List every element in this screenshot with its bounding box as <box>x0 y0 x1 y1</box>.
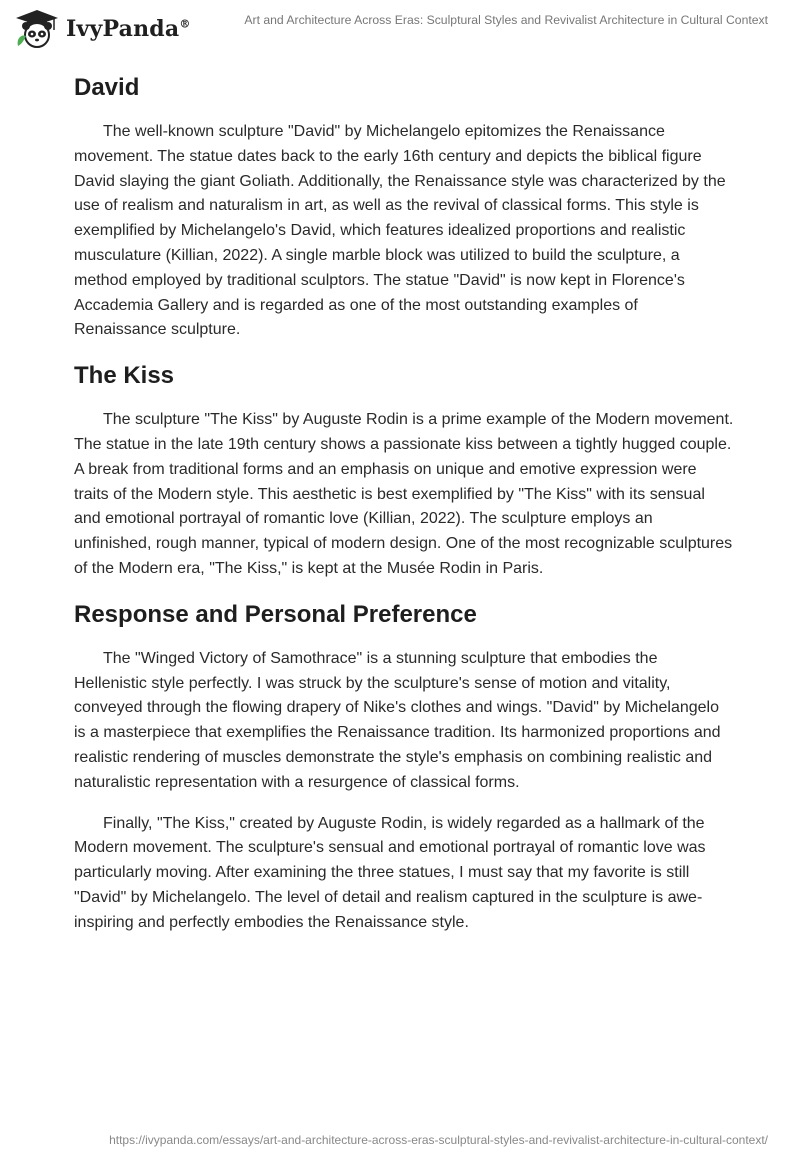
essay-content <box>74 70 734 936</box>
section-heading: David <box>74 74 140 101</box>
section-the-kiss <box>74 358 734 582</box>
brand-name: IvyPanda® <box>66 16 191 42</box>
section-heading: Response and Personal Preference <box>74 600 477 628</box>
section-heading: The Kiss <box>74 362 175 390</box>
section-response <box>74 597 734 936</box>
paragraph: The well-known sculpture "David" by Michelangelo epitomizes the Renaissance movement. The statue dates back to the early 16th century and depicts the biblical figure David slaying the giant Goliath. Additionally, the Renaissance style was characterized by the use of realism and naturalism in art, as well as the revival of classical forms. This style is exemplified by Michelangelo's David, which features idealized proportions and realistic musculature (Killian, 2022). A single marble block was utilized to build the sculpture, a method employed by traditional sculptors. The statue "David" is now kept in Florence's Accademia Gallery and is regarded as one of the most outstanding examples of Renaissance sculpture. <box>74 123 726 339</box>
document-title: Art and Architecture Across Eras: Sculptural Styles and Revivalist Architecture in Cultural Context <box>244 13 768 27</box>
section-david <box>74 70 734 343</box>
paragraph: Finally, "The Kiss," created by Auguste Rodin, is widely regarded as a hallmark of the Modern movement. The sculpture's sensual and emotional portrayal of romantic love was particularly moving. After examining the three statues, I must say that my favorite is still "David" by Michelangelo. The level of detail and realism captured in the sculpture is awe-inspiring and perfectly embodies the Renaissance style. <box>74 814 706 931</box>
paragraph: The "Winged Victory of Samothrace" is a stunning sculpture that embodies the Hellenistic style perfectly. I was struck by the sculpture's sense of motion and vitality, conveyed through the flowing drapery of Nike's clothes and wings. "David" by Michelangelo is a masterpiece that exemplifies the Renaissance tradition. Its harmonized proportions and realistic rendering of muscles demonstrate the style's emphasis on combining realistic and naturalistic representation with a resurgence of classical forms. <box>74 649 721 791</box>
ivypanda-logo[interactable] <box>14 8 191 50</box>
panda-graduate-icon <box>14 8 60 50</box>
source-url[interactable]: https://ivypanda.com/essays/art-and-architecture-across-eras-sculptural-styles-and-revivalist-architecture-in-cultural-context/ <box>109 1133 768 1147</box>
paragraph: The sculpture "The Kiss" by Auguste Rodin is a prime example of the Modern movement. The statue in the late 19th century shows a passionate kiss between a tightly hugged couple. A break from traditional forms and an emphasis on unique and emotive expression were traits of the Modern style. This aesthetic is best exemplified by "The Kiss" with its sensual and emotional portrayal of romantic love (Killian, 2022). The sculpture employs an unfinished, rough manner, typical of modern design. One of the most recognizable sculptures of the Modern era, "The Kiss," is kept at the Musée Rodin in Paris. <box>74 411 734 577</box>
page-header <box>0 0 800 60</box>
